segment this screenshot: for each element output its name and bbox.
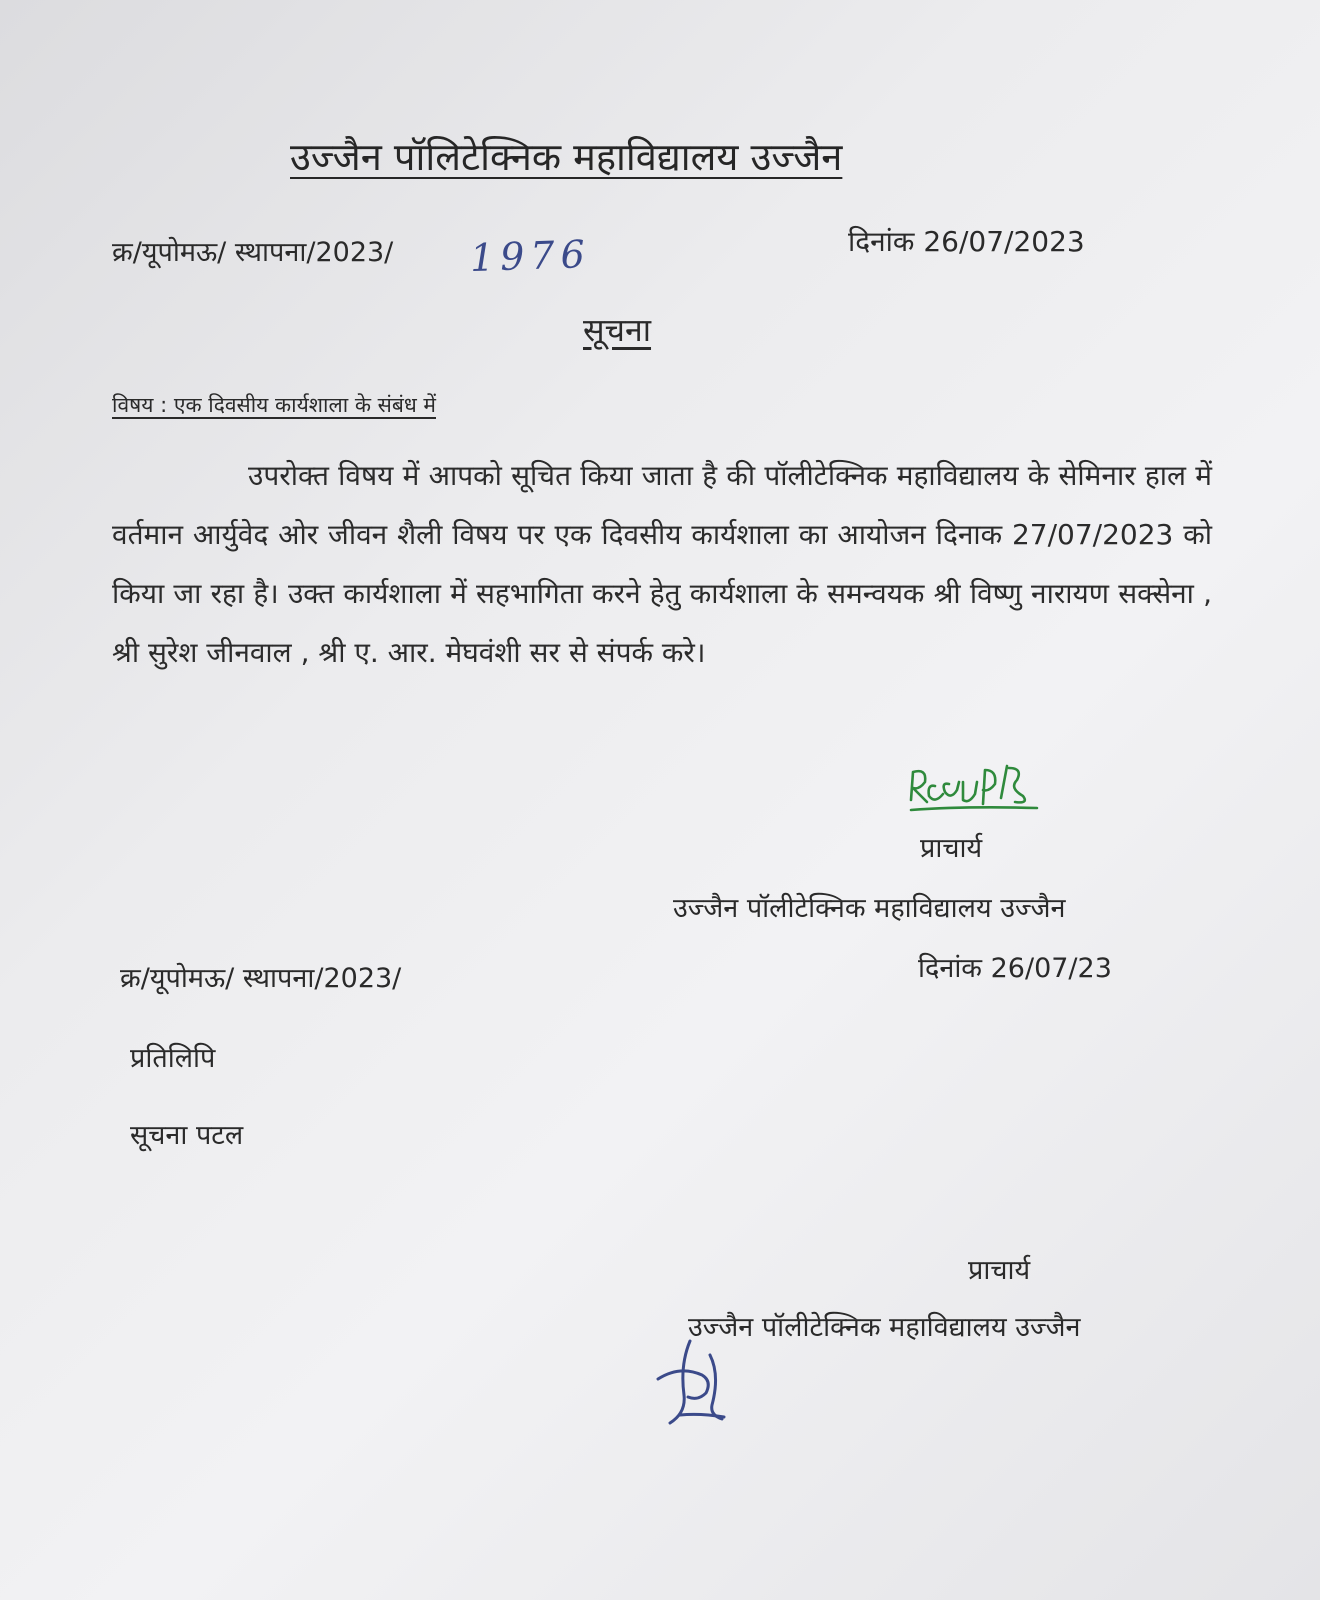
college-name-footer: उज्जैन पॉलीटेक्निक महाविद्यालय उज्जैन	[688, 1312, 1081, 1343]
principal-initials-signature	[650, 1335, 740, 1430]
designation-principal-footer: प्राचार्य	[968, 1255, 1031, 1286]
signature-date: दिनांक 26/07/23	[918, 953, 1112, 984]
handwritten-reference-number: 1976	[469, 231, 592, 281]
copy-label: प्रतिलिपि	[130, 1043, 216, 1074]
copy-reference-number: क्र/यूपोमऊ/ स्थापना/2023/	[120, 963, 402, 994]
reference-number-prefix: क्र/यूपोमऊ/ स्थापना/2023/	[112, 237, 394, 268]
subject-line: विषय : एक दिवसीय कार्यशाला के संबंध में	[112, 393, 436, 417]
college-name: उज्जैन पॉलीटेक्निक महाविद्यालय उज्जैन	[673, 893, 1066, 924]
notice-body: उपरोक्त विषय में आपको सूचित किया जाता है की पॉलीटेक्निक महाविद्यालय के सेमिनार हाल में वर्तमान आर्युवेद ओर जीवन शैली विषय पर एक दिवसीय कार्यशाला का आयोजन दिनाक 27/07/2023 को किया जा रहा है। उक्त कार्यशाला में सहभागिता करने हेतु कार्यशाला के समन्वयक श्री विष्णु नारायण सक्सेना , श्री सुरेश जीनवाल , श्री ए. आर. मेघवंशी सर से संपर्क करे।	[112, 459, 1212, 669]
copy-recipient: सूचना पटल	[130, 1120, 244, 1151]
notice-heading: सूचना	[583, 311, 652, 349]
designation-principal: प्राचार्य	[920, 833, 983, 864]
document-title: उज्जैन पॉलिटेक्निक महाविद्यालय उज्जैन	[290, 135, 843, 179]
issue-date: दिनांक 26/07/2023	[848, 225, 1085, 258]
principal-signature-green	[905, 760, 1045, 820]
